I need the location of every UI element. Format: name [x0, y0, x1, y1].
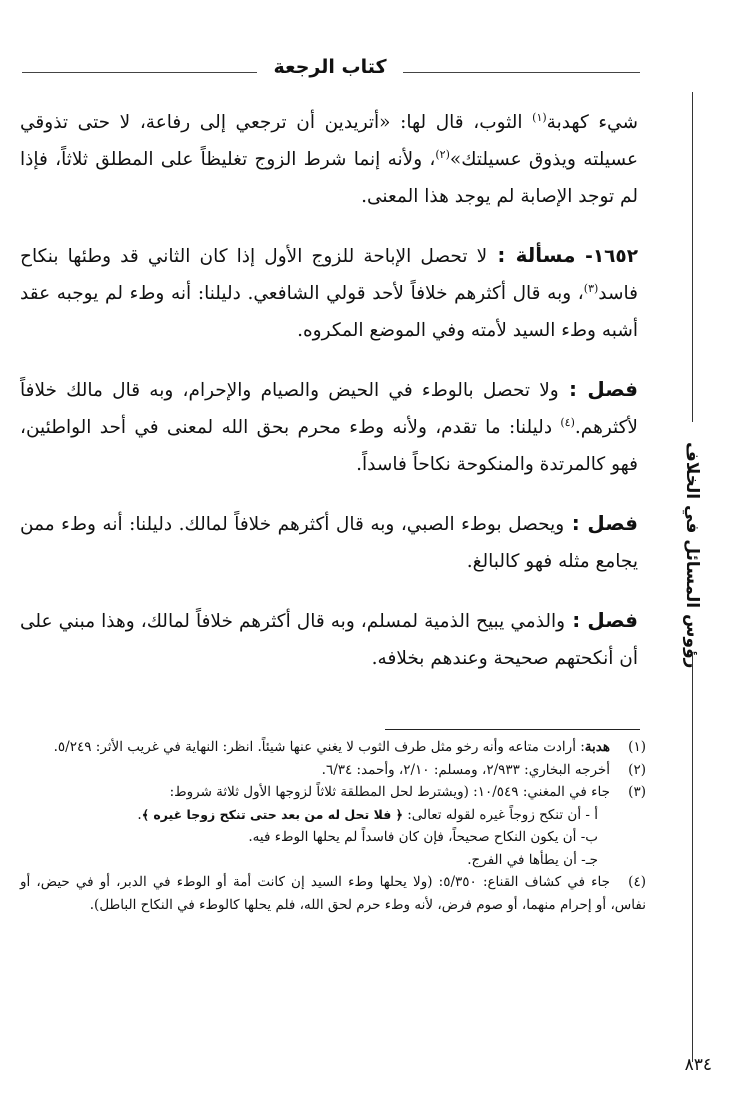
footnote-ref-4[interactable]: (٤): [560, 415, 575, 429]
footnote-3-item-a: أ - أن تنكح زوجاً غيره لقوله تعالى: ﴿ فلا تحل له من بعد حتى تنكح زوجا غيره ﴾.: [137, 806, 598, 823]
main-text: [20, 104, 638, 699]
paragraph-section-3: فصل : والذمي يبيح الذمية لمسلم، وبه قال أكثرهم خلافاً لمالك، وهذا مبني على أن أنكحتهم صحيحة وعندهم بخلافه.: [20, 608, 638, 669]
quran-verse: ﴿ فلا تحل له من بعد حتى تنكح زوجا غيره ﴾: [141, 806, 403, 822]
header-rule-right: [403, 72, 640, 73]
paragraph-section-1: فصل : ولا تحصل بالوطء في الحيض والصيام والإحرام، وبه قال مالك خلافاً لأكثرهم.$^{(٤)}$ دليلنا: ما تقدم، ولأنه وطء محرم بحق الله لمعنى في أحد الواطئين، فهو كالمرتدة والمنكوحة نكاحاً فاسداً.: [20, 377, 639, 475]
page-header-title: كتاب الرجعة: [273, 56, 387, 78]
footnote-ref-1[interactable]: (١): [532, 110, 547, 124]
footnote-2: (٢)أخرجه البخاري: ٢/٩٣٣، ومسلم: ٢/١٠، وأحمد: ٦/٣٤.: [321, 761, 646, 778]
side-running-title: رؤوس المسائل في الخلاف: [682, 441, 702, 669]
footnote-ref-2[interactable]: (٢): [435, 147, 450, 161]
footnote-4: (٤)جاء في كشاف القناع: ٥/٣٥٠: (ولا يحلها وطء السيد إن كانت أمة أو الوطء في الدبر، أو في حيض، أو نفاس، أو إحرام منهما، أو صوم فرض، لأنه وطء حرم لحق الله، فلم يحلها كالوطء في النكاح الباطل).: [20, 874, 646, 913]
footnote-ref-3[interactable]: (٣): [583, 281, 599, 295]
section-keyword: فصل :: [564, 511, 638, 535]
footnotes: [20, 736, 646, 916]
side-rule-top: [692, 92, 693, 422]
paragraph-continuation: شيء كهدبة$^{(١)}$ الثوب، قال لها: «أتريدين أن ترجعي إلى رفاعة، لا حتى تذوقي عسيلته ويذوق عسيلتك»$^{(٢)}$، ولأنه إنما شرط الزوج تغليظاً على المطلق ثلاثاً، فإذا لم توجد الإصابة لم يوجد هذا المعنى.: [20, 110, 638, 207]
paragraph-issue-1652: ١٦٥٢- مسألة : لا تحصل الإباحة للزوج الأول إذا كان الثاني قد وطئها بنكاح فاسد$^{(٣)}$، وبه قال أكثرهم خلافاً لأحد قولي الشافعي. دليلنا: أنه وطء لم يوجبه عقد أشبه وطء السيد لأمته وفي الموضع المكروه.: [20, 243, 638, 341]
footnote-3-item-b: ب- أن يكون النكاح صحيحاً، فإن كان فاسداً لم يحلها الوطء فيه.: [248, 829, 598, 845]
footnote-3-item-c: جـ- أن يطأها في الفرج.: [467, 851, 598, 868]
section-keyword: فصل :: [558, 377, 639, 401]
page-number: ٨٣٤: [684, 1055, 712, 1075]
side-rule-bottom: [692, 652, 693, 1062]
header-rule-left: [22, 72, 257, 73]
issue-keyword: مسألة :: [487, 243, 576, 267]
paragraph-section-2: فصل : ويحصل بوطء الصبي، وبه قال أكثرهم خلافاً لمالك. دليلنا: أنه وطء ممن يجامع مثله فهو كالبالغ.: [20, 511, 638, 572]
issue-number: ١٦٥٢-: [575, 246, 638, 267]
section-keyword: فصل :: [565, 608, 638, 632]
footnote-1: (١)هدبة: أرادت متاعه وأنه رخو مثل طرف الثوب لا يغني عنها شيئاً. انظر: النهاية في غريب الأثر: ٥/٢٤٩.: [53, 739, 646, 755]
footnote-separator: [385, 729, 640, 730]
footnote-3: (٣)جاء في المغني: ١٠/٥٤٩: (ويشترط لحل المطلقة ثلاثاً لزوجها الأول ثلاثة شروط:: [169, 784, 646, 800]
